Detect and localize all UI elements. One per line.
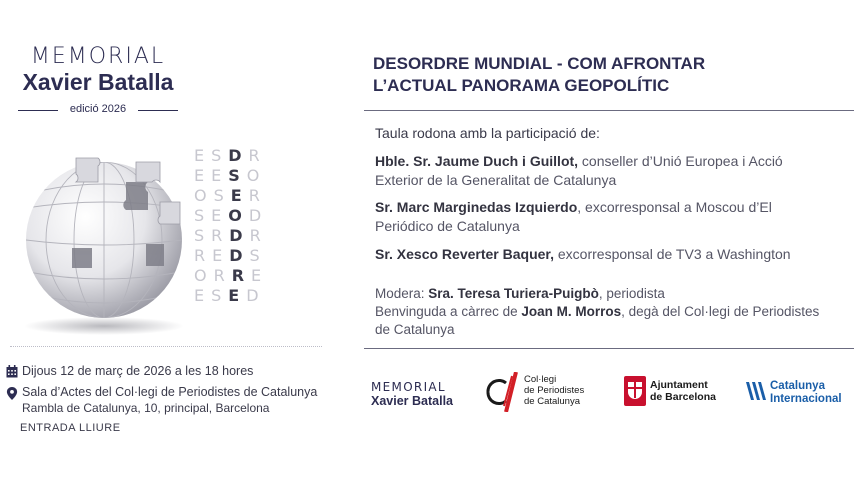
grid-letter: S — [211, 286, 229, 305]
welcome-role-cont: de Catalunya — [375, 322, 455, 337]
edition-row — [18, 103, 178, 117]
grid-letter: O — [228, 206, 249, 225]
calendar-icon — [6, 365, 18, 378]
letter-row — [194, 266, 274, 286]
grid-letter: E — [194, 286, 212, 305]
moderator-name: Sra. Teresa Turiera-Puigbò — [428, 286, 599, 301]
grid-letter: E — [230, 186, 249, 205]
ajuntament-barcelona-logo — [624, 376, 734, 408]
event-date: Dijous 12 de març de 2026 a les 18 hores — [22, 364, 254, 378]
welcome-prefix: Benvinguda a càrrec de — [375, 304, 522, 319]
ajuntament-line2: de Barcelona — [650, 391, 716, 403]
ajuntament-line1: Ajuntament — [650, 379, 708, 391]
event-venue-row — [6, 385, 326, 417]
grid-letter: S — [228, 166, 247, 185]
grid-letter: E — [211, 206, 229, 225]
edition-rule-right — [138, 110, 178, 111]
grid-letter: S — [194, 206, 212, 225]
speaker-1-role-cont: Exterior de la Generalitat de Catalunya — [375, 172, 617, 188]
speaker-2 — [375, 198, 845, 236]
grid-letter: E — [194, 166, 212, 185]
letter-row — [194, 166, 274, 186]
grid-letter: D — [229, 246, 250, 265]
letter-row — [194, 226, 274, 246]
grid-letter: O — [194, 266, 214, 285]
memorial-logo-name: Xavier Batalla — [371, 394, 453, 408]
moderator-label: Modera: — [375, 286, 429, 301]
grid-letter: R — [213, 266, 232, 285]
desordre-letter-grid — [194, 146, 274, 306]
ci-line1: Catalunya — [770, 380, 825, 392]
collegi-periodistes-logo — [486, 372, 596, 412]
grid-letter: R — [194, 246, 213, 265]
speaker-3-role: excorresponsal de TV3 a Washington — [554, 246, 791, 262]
letter-row — [194, 146, 274, 166]
catalunya-internacional-logo — [745, 378, 855, 406]
puzzle-globe-illustration — [14, 148, 194, 338]
collegi-line2: de Periodistes — [524, 385, 585, 396]
grid-letter: S — [211, 146, 229, 165]
catalunya-internacional-mark-icon — [745, 380, 767, 402]
left-divider — [10, 346, 322, 347]
collegi-line1: Col·legi — [524, 374, 557, 385]
title-divider — [364, 110, 854, 111]
event-address: Rambla de Catalunya, 10, principal, Barcelona — [22, 401, 270, 415]
free-entry-label: ENTRADA LLIURE — [20, 422, 121, 434]
moderator-line — [375, 285, 855, 303]
memorial-logo — [371, 380, 457, 408]
speaker-2-name: Sr. Marc Marginedas Izquierdo — [375, 199, 578, 215]
ci-line2: Internacional — [770, 392, 842, 405]
grid-letter: S — [194, 226, 212, 245]
grid-letter: R — [249, 226, 268, 245]
edition-label: edició 2026 — [69, 103, 127, 115]
collegi-emblem-icon — [486, 372, 522, 412]
barcelona-shield-icon — [624, 376, 646, 406]
welcome-role: , degà del Col·legi de Periodistes — [621, 304, 820, 319]
memorial-name: Xavier Batalla — [22, 69, 174, 95]
speaker-3-name: Sr. Xesco Reverter Baquer, — [375, 246, 554, 262]
collegi-line3: de Catalunya — [524, 396, 580, 407]
letter-row — [194, 286, 274, 306]
grid-letter: D — [248, 206, 269, 225]
memorial-label: MEMORIAL — [30, 44, 166, 69]
moderator-role: , periodista — [598, 286, 665, 301]
grid-letter: E — [212, 246, 230, 265]
grid-letter: E — [211, 166, 229, 185]
grid-letter: R — [211, 226, 230, 245]
welcome-line — [375, 303, 855, 339]
speaker-2-role-cont: Periódico de Catalunya — [375, 218, 520, 234]
event-title-line2: L’ACTUAL PANORAMA GEOPOLÍTIC — [373, 76, 670, 95]
grid-letter: E — [194, 146, 212, 165]
grid-letter: O — [194, 186, 214, 205]
grid-letter: D — [246, 286, 266, 305]
speaker-1 — [375, 152, 845, 190]
speaker-1-role: conseller d’Unió Europea i Acció — [578, 153, 783, 169]
speaker-2-role: , excorresponsal a Moscou d’El — [577, 199, 772, 215]
event-title-line1: DESORDRE MUNDIAL - COM AFRONTAR — [373, 54, 706, 73]
grid-letter: D — [229, 226, 250, 245]
map-pin-icon — [6, 387, 18, 400]
event-title — [373, 53, 833, 97]
memorial-logo-top: MEMORIAL — [371, 380, 446, 394]
welcome-name: Joan M. Morros — [521, 304, 622, 319]
grid-letter: R — [231, 266, 252, 285]
letter-row — [194, 186, 274, 206]
grid-letter: R — [248, 186, 267, 205]
grid-letter: E — [228, 286, 247, 305]
speaker-1-name: Hble. Sr. Jaume Duch i Guillot, — [375, 153, 579, 169]
grid-letter: D — [228, 146, 249, 165]
grid-letter: S — [249, 246, 267, 265]
letter-row — [194, 246, 274, 266]
grid-letter: S — [213, 186, 231, 205]
speaker-3 — [375, 245, 845, 264]
event-venue: Sala d’Actes del Col·legi de Periodistes de Catalunya — [22, 385, 318, 399]
event-date-row — [6, 364, 326, 380]
grid-letter: E — [251, 266, 269, 285]
logos-divider — [364, 348, 854, 349]
grid-letter: O — [246, 166, 267, 185]
round-table-intro: Taula rodona amb la participació de: — [375, 125, 600, 141]
letter-row — [194, 206, 274, 226]
grid-letter: R — [248, 146, 267, 165]
